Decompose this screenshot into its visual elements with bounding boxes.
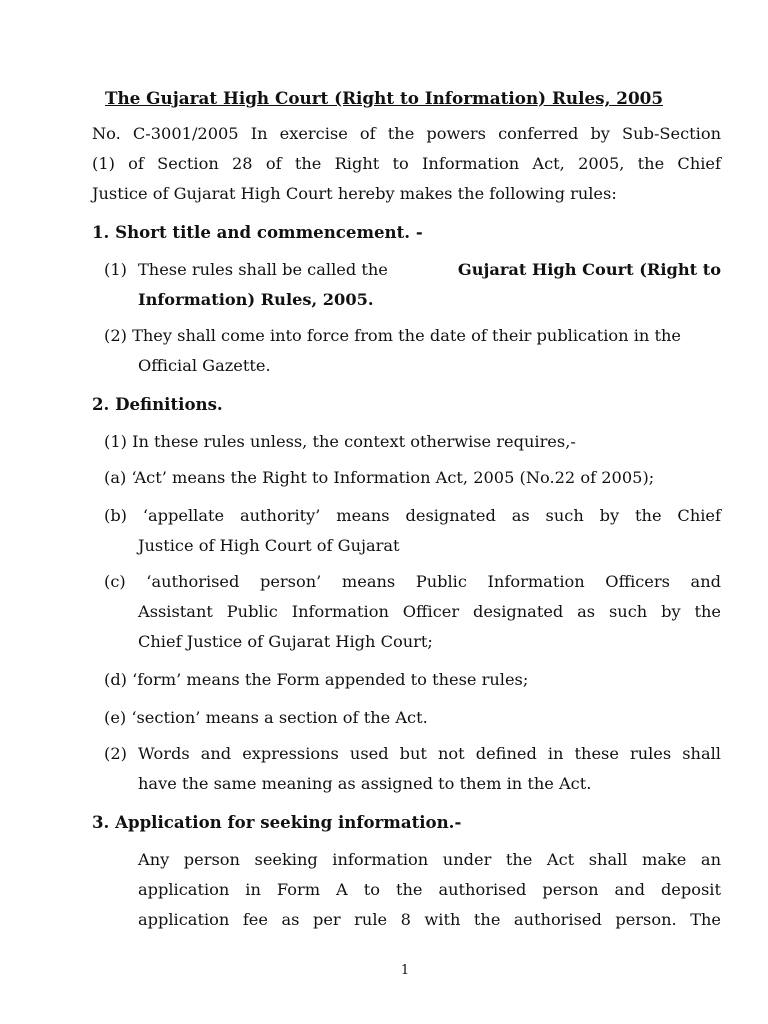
preamble-line-2: (1) of Section 28 of the Right to Information Act, 2005, the Chief — [92, 154, 721, 173]
s2-intro: (1) In these rules unless, the context otherwise requires,- — [104, 432, 576, 451]
s2-def-d: (d) ‘form’ means the Form appended to these rules; — [104, 670, 529, 689]
s1-item-1-line-1 — [138, 260, 721, 280]
s1-item-1-bold-title-cont: Information) Rules, 2005. — [138, 290, 374, 309]
s2-item-2-line-1: (2) Words and expressions used but not defined in these rules shall — [104, 744, 721, 763]
s2-def-a: (a) ‘Act’ means the Right to Information Act, 2005 (No.22 of 2005); — [104, 468, 655, 487]
s2-def-c-line-1: (c) ‘authorised person’ means Public Information Officers and — [104, 572, 721, 591]
section-2-heading: 2. Definitions. — [92, 394, 223, 414]
section-1-heading: 1. Short title and commencement. - — [92, 222, 423, 242]
s1-item-1-marker: (1) — [104, 260, 127, 279]
s2-def-b-line-2: Justice of High Court of Gujarat — [138, 536, 400, 555]
s3-para-line-3: application fee as per rule 8 with the authorised person. The — [138, 910, 721, 929]
s2-def-e: (e) ‘section’ means a section of the Act. — [104, 708, 428, 727]
s2-def-b-line-1: (b) ‘appellate authority’ means designated as such by the Chief — [104, 506, 721, 525]
s1-item-1-line-2 — [138, 290, 373, 310]
s1-item-2-line-1: (2) They shall come into force from the date of their publication in the — [104, 326, 682, 345]
s3-para-line-2: application in Form A to the authorised person and deposit — [138, 880, 721, 899]
preamble-line-3: Justice of Gujarat High Court hereby makes the following rules: — [92, 184, 617, 203]
s3-para-line-1: Any person seeking information under the Act shall make an — [138, 850, 721, 869]
s2-def-c-line-3: Chief Justice of Gujarat High Court; — [138, 632, 433, 651]
s1-item-1-bold-title: Gujarat High Court (Right to — [457, 260, 721, 279]
s2-def-c-line-2: Assistant Public Information Officer designated as such by the — [138, 602, 721, 621]
page-number: 1 — [400, 963, 410, 978]
section-3-heading: 3. Application for seeking information.- — [92, 812, 462, 832]
preamble-line-1: No. C-3001/2005 In exercise of the powers conferred by Sub-Section — [92, 124, 721, 143]
s2-item-2-line-2: have the same meaning as assigned to them in the Act. — [138, 774, 592, 793]
s1-item-2-line-2: Official Gazette. — [138, 356, 271, 375]
page-title: The Gujarat High Court (Right to Information) Rules, 2005 — [104, 88, 664, 108]
s1-item-1-text: These rules shall be called the — [138, 260, 388, 279]
